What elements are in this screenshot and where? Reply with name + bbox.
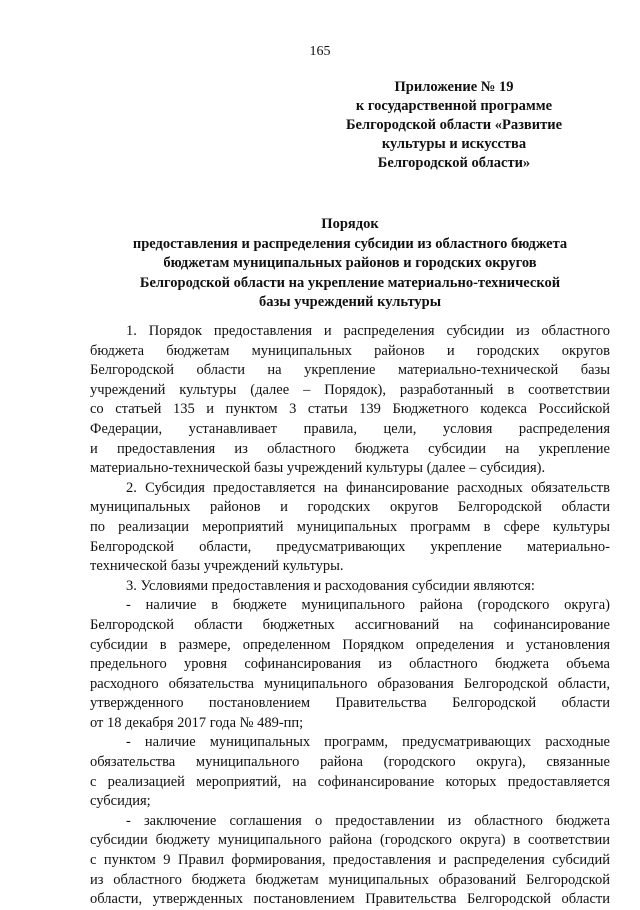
title-line: Порядок [321, 216, 379, 232]
appendix-line: Белгородской области» [377, 155, 531, 171]
appendix-line: культуры и искусства [381, 136, 527, 152]
text-line: 3. Условиями предоставления и расходования субсидии являются: [126, 577, 535, 594]
paragraph-3 [90, 577, 610, 597]
document-title [96, 215, 604, 313]
title-line: бюджетам муниципальных районов и городских округов [163, 255, 537, 271]
condition-item-2 [90, 733, 610, 811]
text-line: обязательства муниципального района (городского округа), связанные [90, 754, 610, 771]
text-line: с реализацией мероприятий, на софинансирование которых предоставляется [90, 773, 610, 790]
text-line: от 18 декабря 2017 года № 489-пп; [90, 714, 304, 731]
condition-item-3 [90, 812, 610, 910]
page-number: 165 [309, 44, 331, 59]
text-line: субсидия; [90, 793, 151, 810]
text-line: - наличие муниципальных программ, предусматривающих расходные [126, 734, 610, 751]
text-line: предельного уровня софинансирования из областного бюджета объема [90, 656, 610, 673]
appendix-line: Приложение № 19 [394, 79, 514, 95]
text-line: технической базы учреждений культуры. [90, 558, 344, 575]
appendix-line: к государственной программе [355, 98, 553, 114]
paragraph-1 [90, 322, 610, 479]
appendix-line: Белгородской области «Развитие [345, 117, 563, 133]
text-line: расходного обязательства муниципального образования Белгородской области, [90, 675, 610, 692]
text-line: с пунктом 9 Правил формирования, предоставления и распределения субсидий [90, 852, 610, 869]
text-line: - наличие в бюджете муниципального района (городского округа) [126, 597, 610, 614]
text-line: бюджета бюджетам муниципальных районов и городских округов [90, 342, 610, 359]
text-line: 2. Субсидия предоставляется на финансирование расходных обязательств [126, 479, 610, 496]
title-line: Белгородской области на укрепление материально-технической [139, 274, 561, 291]
text-line: - заключение соглашения о предоставлении из областного бюджета [126, 812, 610, 829]
appendix-header [304, 78, 604, 173]
title-line: предоставления и распределения субсидии из областного бюджета [132, 235, 568, 252]
text-line: учреждений культуры (далее – Порядок), разработанный в соответствии [90, 381, 610, 398]
text-line: материально-технической базы учреждений культуры (далее – субсидия). [90, 460, 546, 477]
text-line: со статьей 135 и пунктом 3 статьи 139 Бюджетного кодекса Российской [90, 401, 610, 418]
text-line: Белгородской области бюджетных ассигнований на софинансирование [90, 616, 610, 633]
text-line: утвержденного постановлением Правительства Белгородской области [90, 695, 610, 712]
text-line: Белгородской области, предусматривающих укрепление материально- [90, 538, 610, 555]
text-line: 1. Порядок предоставления и распределения субсидии из областного [126, 323, 610, 339]
paragraph-2 [90, 479, 610, 577]
text-line: Федерации, устанавливает правила, цели, условия распределения [90, 420, 610, 437]
text-line: из областного бюджета бюджетам муниципальных образований Белгородской [90, 871, 610, 888]
text-line: области, утвержденных постановлением Правительства Белгородской области [90, 891, 610, 908]
text-line: по реализации мероприятий муниципальных программ в сфере культуры [90, 518, 610, 535]
condition-item-1 [90, 596, 610, 733]
text-line: субсидии бюджету муниципального района (городского округа) в соответствии [90, 832, 610, 849]
document-body [90, 322, 610, 910]
text-line: муниципальных районов и городских округов Белгородской области [90, 499, 610, 516]
title-line: базы учреждений культуры [258, 294, 442, 310]
text-line: Белгородской области на укрепление материально-технической базы [90, 362, 610, 379]
text-line: и предоставления из областного бюджета субсидии на укрепление [90, 440, 610, 457]
text-line: субсидии в размере, определенном Порядком определения и установления [90, 636, 610, 653]
